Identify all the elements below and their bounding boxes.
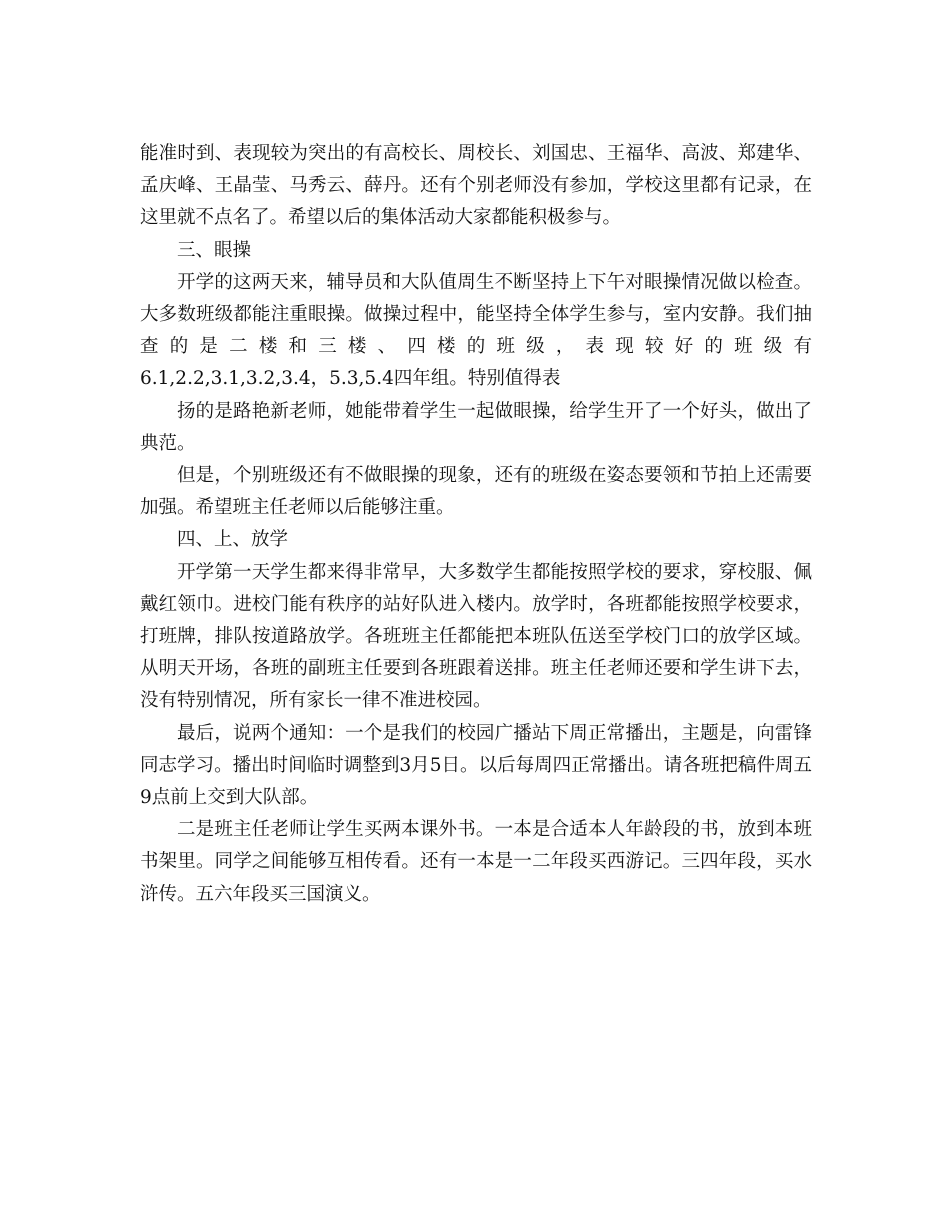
paragraph-eye-exercise-praise: 扬的是路艳新老师，她能带着学生一起做眼操，给学生开了一个好头，做出了典范。 — [140, 400, 812, 454]
paragraph-notice-broadcast: 最后，说两个通知：一个是我们的校园广播站下周正常播出，主题是，向雷锋同志学习。播出时间临时调整到3月5日。以后每周四正常播出。请各班把稿件周五9点前上交到大队部。 — [140, 722, 812, 809]
paragraph-eye-exercise-check: 开学的这两天来，辅导员和大队值周生不断坚持上下午对眼操情况做以检查。大多数班级都能注重眼操。做操过程中，能坚持全体学生参与，室内安静。我们抽查的是二楼和三楼、四楼的班级，表现较好的班级有 — [140, 271, 812, 358]
section-heading-eye-exercise: 三、眼操 — [177, 239, 252, 261]
section-heading-arrival-dismissal: 四、上、放学 — [177, 529, 289, 551]
paragraph-arrival-dismissal: 开学第一天学生都来得非常早，大多数学生都能按照学校的要求，穿校服、佩戴红领巾。进校门能有秩序的站好队进入楼内。放学时，各班都能按照学校要求，打班牌，排队按道路放学。各班班主任都能把本班队伍送至学校门口的放学区域。从明天开场，各班的副班主任要到各班跟着送排。班主任老师还要和学生讲下去，没有特别情况，所有家长一律不准进校园。 — [140, 561, 812, 712]
paragraph-eye-exercise-classes: 6.1,2.2,3.1,3.2,3.4，5.3,5.4四年组。特别值得表 — [140, 368, 561, 390]
paragraph-eye-exercise-issues: 但是，个别班级还有不做眼操的现象，还有的班级在姿态要领和节拍上还需要加强。希望班主任老师以后能够注重。 — [140, 465, 812, 519]
document-body — [140, 138, 812, 911]
paragraph-notice-books: 二是班主任老师让学生买两本课外书。一本是合适本人年龄段的书，放到本班书架里。同学之间能够互相传看。还有一本是一二年段买西游记。三四年段，买水浒传。五六年段买三国演义。 — [140, 819, 812, 905]
paragraph-attendance: 能准时到、表现较为突出的有高校长、周校长、刘国忠、王福华、高波、郑建华、孟庆峰、王晶莹、马秀云、薛丹。还有个别老师没有参加，学校这里都有记录，在这里就不点名了。希望以后的集体活动大家都能积极参与。 — [140, 143, 812, 229]
